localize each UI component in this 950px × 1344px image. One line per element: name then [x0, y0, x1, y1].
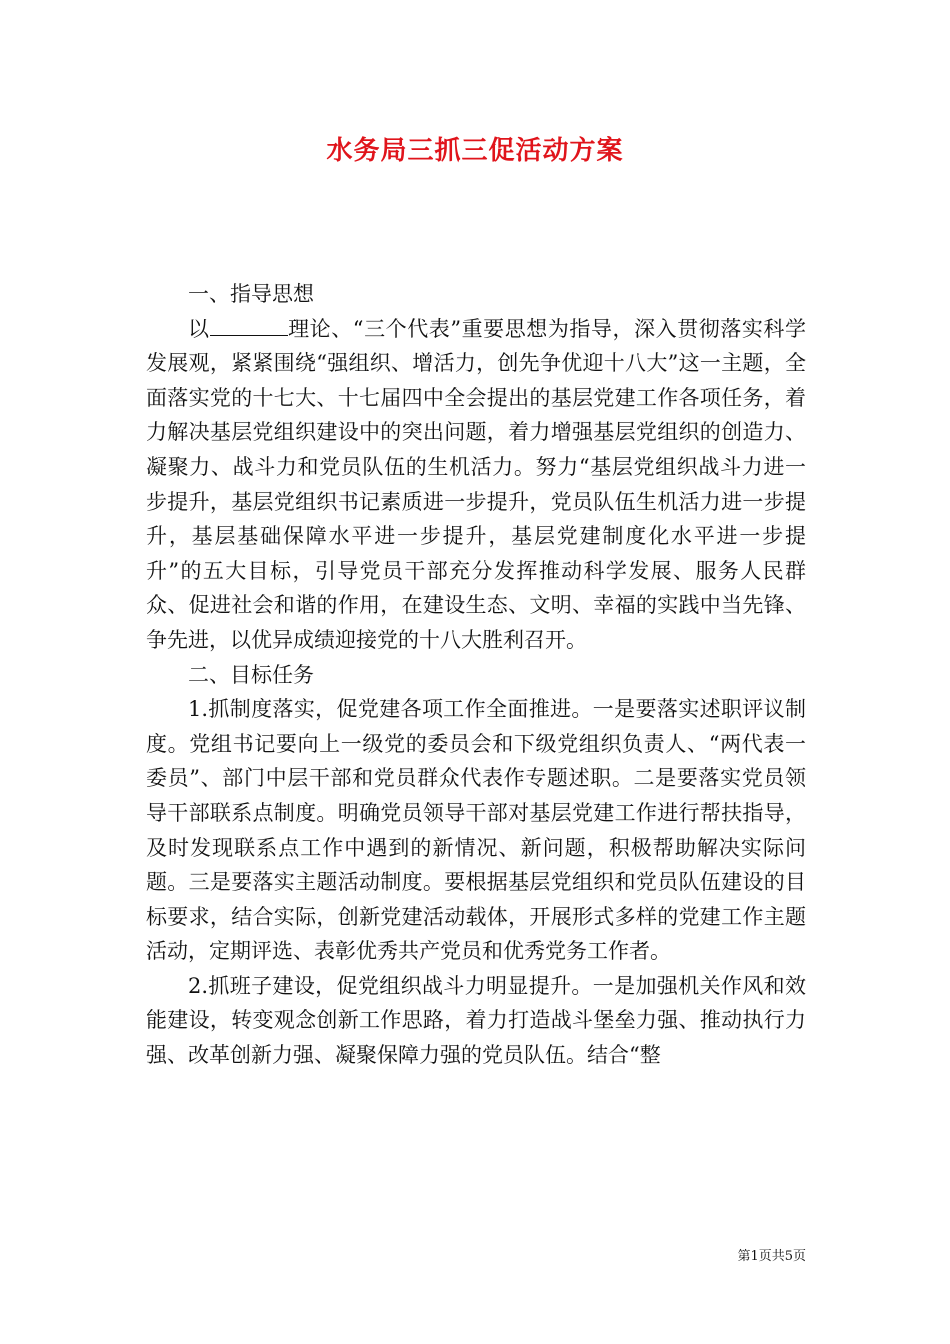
fill-in-blank-underline	[210, 317, 288, 336]
section-heading-guiding-ideology: 一、指导思想	[188, 282, 314, 306]
document-title: 水务局三抓三促活动方案	[326, 136, 624, 166]
paragraph-system-implementation: 1.抓制度落实，促党建各项工作全面推进。一是要落实述职评议制度。党组书记要向上一级党的委员会和下级党组织负责人、“两代表一委员”、部门中层干部和党员群众代表作专题述职。二是要落实党员领导干部联系点制度。明确党员领导干部对基层党建工作进行帮扶指导，及时发现联系点工作中遇到的新情况、新问题，积极帮助解决实际问题。三是要落实主题活动制度。要根据基层党组织和党员队伍建设的目标要求，结合实际，创新党建活动载体，开展形式多样的党建工作主题活动，定期评选、表彰优秀共产党员和优秀党务工作者。	[146, 697, 806, 964]
section-heading-goals-tasks: 二、目标任务	[188, 662, 314, 687]
paragraph-body-text: 理论、“三个代表”重要思想为指导，深入贯彻落实科学发展观，紧紧围绕“强组织、增活力，创先争优迎十八大”这一主题，全面落实党的十七大、十七届四中全会提出的基层党建工作各项任务，着力解决基层党组织建设中的突出问题，着力增强基层党组织的创造力、凝聚力、战斗力和党员队伍的生机活力。努力“基层党组织战斗力进一步提升，基层党组织书记素质进一步提升，党员队伍生机活力进一步提升，基层基础保障水平进一步提升，基层党建制度化水平进一步提升”的五大目标，引导党员干部充分发挥推动科学发展、服务人民群众、促进社会和谐的作用，在建设生态、文明、幸福的实践中当先锋、争先进，以优异成绩迎接党的十八大胜利召开。	[146, 316, 806, 652]
paragraph-guiding-ideology	[146, 312, 806, 658]
page-number-footer: 第1页共5页	[737, 1249, 806, 1264]
paragraph-prefix-text: 以	[188, 316, 210, 341]
document-body	[146, 277, 806, 1073]
paragraph-team-building: 2.抓班子建设，促党组织战斗力明显提升。一是加强机关作风和效能建设，转变观念创新工作思路，着力打造战斗堡垒力强、推动执行力强、改革创新力强、凝聚保障力强的党员队伍。结合“整	[146, 973, 806, 1068]
